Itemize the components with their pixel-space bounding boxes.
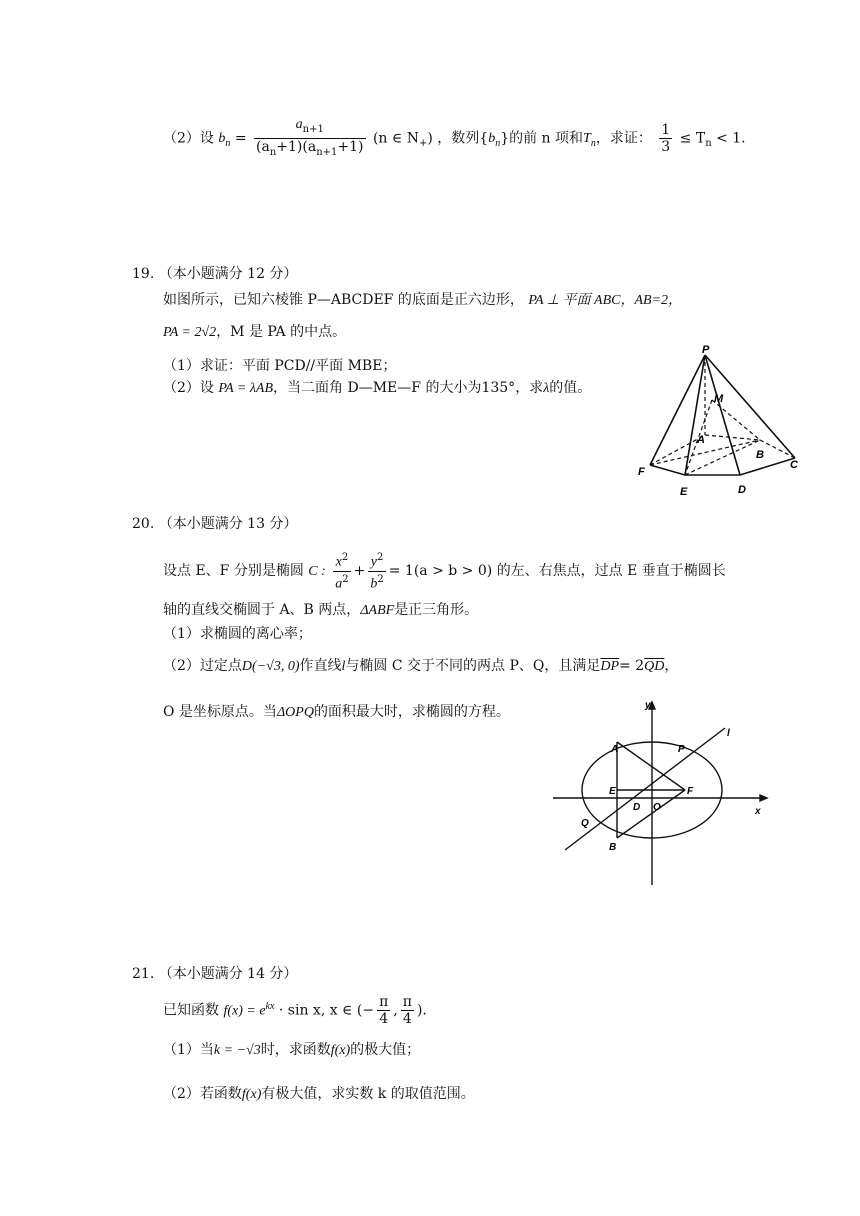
label-A: A	[697, 434, 705, 446]
q21-domain: · sin x, x ∈ (−	[278, 1002, 375, 1019]
q20-line3-prefix: O 是坐标原点。当	[163, 704, 277, 720]
q18-part2-prefix: （2）设	[163, 130, 214, 147]
label-Q: Q	[581, 818, 589, 829]
q18-sum: 的前 n 项和	[509, 130, 584, 147]
q19-stem-line2	[163, 322, 346, 343]
q21-stem-prefix: 已知函数	[163, 1002, 219, 1019]
q18-cond: (n ∈ N	[372, 130, 419, 147]
q18-mid: ，数列	[437, 130, 480, 147]
q20-vec-eq: = 2	[619, 658, 645, 674]
line-l-label: l	[727, 728, 730, 739]
label-A: A	[611, 744, 619, 755]
q20-point-d: D(−√3, 0)	[241, 659, 300, 674]
x2-over-a2: $\frac{x^2}{a^2}$	[335, 552, 349, 592]
one-third: $\frac{1}{3}$	[661, 121, 671, 155]
q21-k-value: k = −√3	[213, 1043, 261, 1058]
q19-end: 的值。	[549, 380, 592, 396]
four-denominator-1: 4	[379, 1011, 389, 1028]
q19-pa-lambda-ab: PA = λAB	[218, 381, 274, 396]
q21-exponent: kx	[265, 1001, 275, 1012]
q20-ellipse-name: C :	[308, 564, 326, 580]
q19-stem-text: 如图所示，已知六棱锥 P—ABCDEF 的底面是正六边形，	[163, 292, 524, 308]
vector-dp: $\overline{DP}$	[600, 659, 620, 674]
q20-triangle-abf: ΔABF	[360, 603, 395, 618]
label-F: F	[638, 466, 645, 478]
label-O: O	[653, 802, 661, 813]
axis-y-label: y	[645, 700, 651, 711]
q20-part2-text: 与椭圆 C 交于不同的两点 P、Q，且满足	[345, 658, 601, 674]
label-P: P	[678, 744, 685, 755]
q19-part2	[163, 378, 591, 399]
vector-qd: $\overline{QD}$	[644, 659, 665, 674]
q20-part1: （1）求椭圆的离心率；	[163, 626, 312, 642]
ellipse-figure	[545, 690, 775, 890]
label-P: P	[702, 344, 710, 356]
q21-part1	[163, 1040, 420, 1061]
q19-header: 19. （本小题满分 12 分）	[132, 266, 298, 282]
q21-part1-mid: 时，求函数	[260, 1042, 331, 1058]
bn-denominator: (a	[256, 138, 270, 155]
q21-part2-prefix: （2）若函数	[163, 1086, 242, 1102]
pi-numerator-1: π	[379, 994, 389, 1011]
label-D: D	[738, 484, 746, 496]
q20-part2-mid: 作直线	[299, 658, 342, 674]
q19-m-midpoint: ，M 是 PA 的中点。	[216, 324, 347, 340]
q20-cond: = 1(a > b > 0)	[388, 563, 493, 580]
q19-part1: （1）求证：平面 PCD//平面 MBE；	[163, 358, 397, 374]
q21-stem-end: ).	[416, 1002, 427, 1019]
y2-over-b2: $\frac{y^2}{b^2}$	[370, 552, 384, 592]
label-B: B	[756, 449, 764, 461]
neg-pi-over-4	[377, 994, 390, 1027]
four-denominator-2: 4	[402, 1011, 412, 1028]
q21-part1-end: 的极大值；	[350, 1042, 421, 1058]
q21-header: 21. （本小题满分 14 分）	[132, 966, 298, 982]
q21-fx: f(x)	[330, 1043, 351, 1058]
q18-ineq: ≤ T	[679, 130, 706, 147]
q19-lambda: λ	[543, 381, 550, 396]
q20-stem-b: 的左、右焦点，过点 E 垂直于椭圆长	[496, 563, 726, 580]
q20-stem-a: 设点 E、F 分别是椭圆	[163, 563, 304, 580]
q20-part2-prefix: （2）过定点	[163, 658, 242, 674]
bn-numerator: a	[295, 117, 303, 132]
axis-x-label: x	[755, 806, 761, 817]
q21-part2-end: 有极大值，求实数 k 的取值范围。	[261, 1086, 475, 1102]
q18-ineq-end: < 1.	[716, 130, 746, 147]
q20-comma: ，	[664, 658, 679, 674]
label-D: D	[633, 802, 641, 813]
bn-fraction: $\frac{a_{n+1}}{(a_n+1)(a_{n+1}+1)}$	[256, 117, 364, 158]
label-M: M	[714, 393, 724, 405]
pi-numerator-2: π	[402, 994, 412, 1011]
q20-line2-text: 轴的直线交椭圆于 A、B 两点，	[163, 602, 361, 618]
label-E: E	[609, 786, 616, 797]
q21-part2	[163, 1084, 475, 1105]
pi-over-4	[401, 994, 414, 1027]
q20-stem-line2	[163, 600, 478, 621]
q20-stem-line1: 设点 E、F 分别是椭圆 C : $\frac{x^2}{a^2}$ + $\frac{y^2}{b^2}$ = 1(a > b > 0) 的左、右焦点，过点 E 垂直于椭圆长	[163, 552, 726, 592]
label-E: E	[680, 486, 688, 498]
q18-prove: ，求证：	[595, 130, 652, 147]
q19-stem-line1	[163, 290, 682, 311]
q20-triangle-opq: ΔOPQ	[276, 705, 314, 720]
q18-part2: （2）设 $b_n$ = $\frac{a_{n+1}}{(a_n+1)(a_{n+1}+1)}$ (n ∈ $N_+$) ，数列$\{b_n\}$的前 n 项和$T_n$，求证： $\frac{1}{3}$ ≤ $T_n < 1$.	[163, 116, 746, 161]
pyramid-figure	[630, 340, 810, 500]
q20-line-l: l	[341, 659, 346, 674]
q19-pa-value: PA = 2√2	[163, 325, 217, 340]
label-F: F	[687, 786, 694, 797]
q20-line3	[163, 702, 510, 723]
q19-pa-perp: PA ⊥ 平面 ABC，AB=2，	[528, 293, 683, 308]
q20-header: 20. （本小题满分 13 分）	[132, 516, 298, 532]
q21-stem: 已知函数 $f(x) = e^{kx} \cdot \sin x$, x ∈ (− $\frac{\pi}{4}$ , $\frac{\pi}{4}$ ).	[163, 994, 427, 1028]
q21-function: f(x) = e	[223, 1003, 266, 1019]
q21-part1-prefix: （1）当	[163, 1042, 214, 1058]
q19-angle: 135°	[481, 380, 516, 396]
q20-line3-end: 的面积最大时，求椭圆的方程。	[313, 704, 510, 720]
q19-ask: ，求	[515, 380, 544, 396]
q21-fx-2: f(x)	[241, 1087, 262, 1102]
q19-dihedral: ，当二面角 D—ME—F 的大小为	[273, 380, 482, 396]
q20-line2-end: 是正三角形。	[394, 602, 479, 618]
q20-part2	[163, 656, 678, 677]
q19-part2-prefix: （2）设	[163, 380, 214, 396]
label-C: C	[790, 459, 798, 471]
label-B: B	[609, 842, 617, 853]
